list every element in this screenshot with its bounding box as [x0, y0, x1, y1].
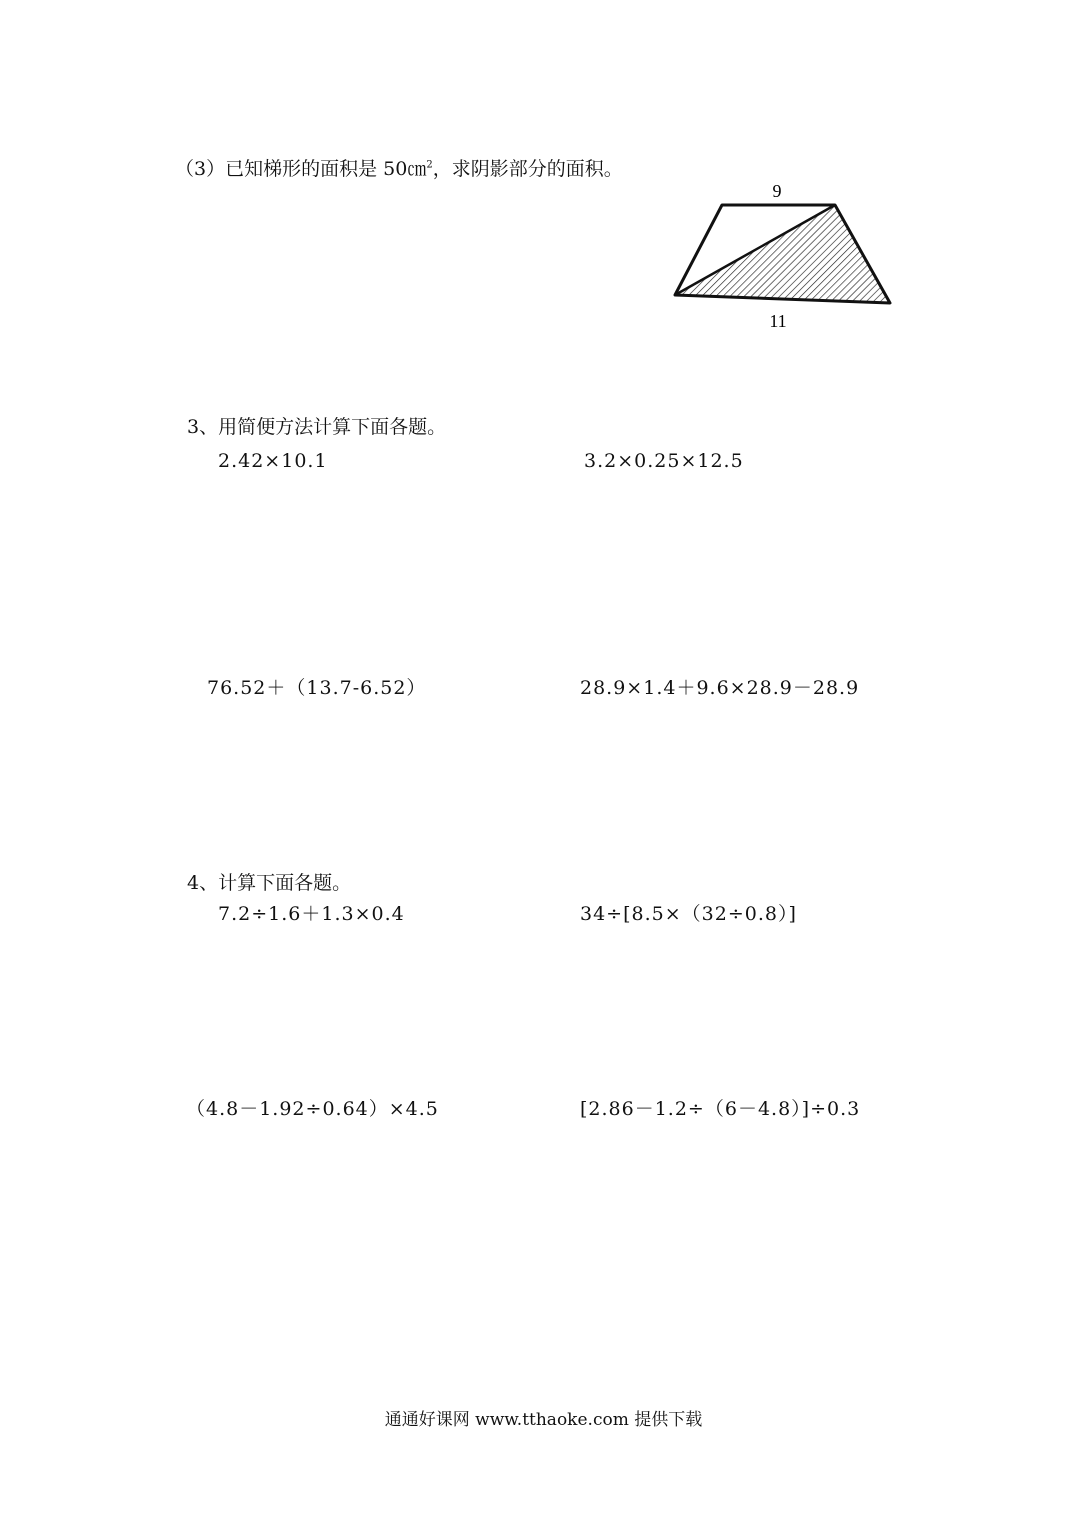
page-footer: 通通好课网 www.tthaoke.com 提供下载 — [384, 1410, 703, 1430]
area-unit-exponent: 2 — [426, 159, 433, 171]
section-3-expr-1: 2.42×10.1 — [218, 450, 328, 472]
problem-3-suffix: ，求阴影部分的面积。 — [432, 158, 623, 180]
problem-3-text — [175, 158, 623, 180]
shaded-triangle — [675, 205, 890, 303]
section-3-heading: 3、用简便方法计算下面各题。 — [187, 416, 447, 438]
section-4-expr-2: 34÷[8.5×（32÷0.8）] — [580, 903, 797, 925]
section-3-expr-2: 3.2×0.25×12.5 — [584, 450, 744, 472]
bottom-base-label: 11 — [769, 311, 787, 331]
section-4-heading: 4、计算下面各题。 — [187, 872, 352, 894]
section-3-expr-4: 28.9×1.4＋9.6×28.9－28.9 — [580, 677, 860, 699]
problem-3-prefix: （3）已知梯形的面积是 50 — [175, 158, 408, 180]
section-3-expr-3: 76.52＋（13.7-6.52） — [207, 677, 427, 699]
section-4-expr-3: （4.8－1.92÷0.64）×4.5 — [186, 1098, 439, 1120]
section-4-expr-4: [2.86－1.2÷（6－4.8）]÷0.3 — [580, 1098, 861, 1120]
top-base-label: 9 — [772, 181, 782, 201]
section-4-expr-1: 7.2÷1.6＋1.3×0.4 — [218, 903, 405, 925]
area-unit: ㎝ — [407, 158, 427, 180]
trapezoid-figure — [660, 175, 900, 335]
